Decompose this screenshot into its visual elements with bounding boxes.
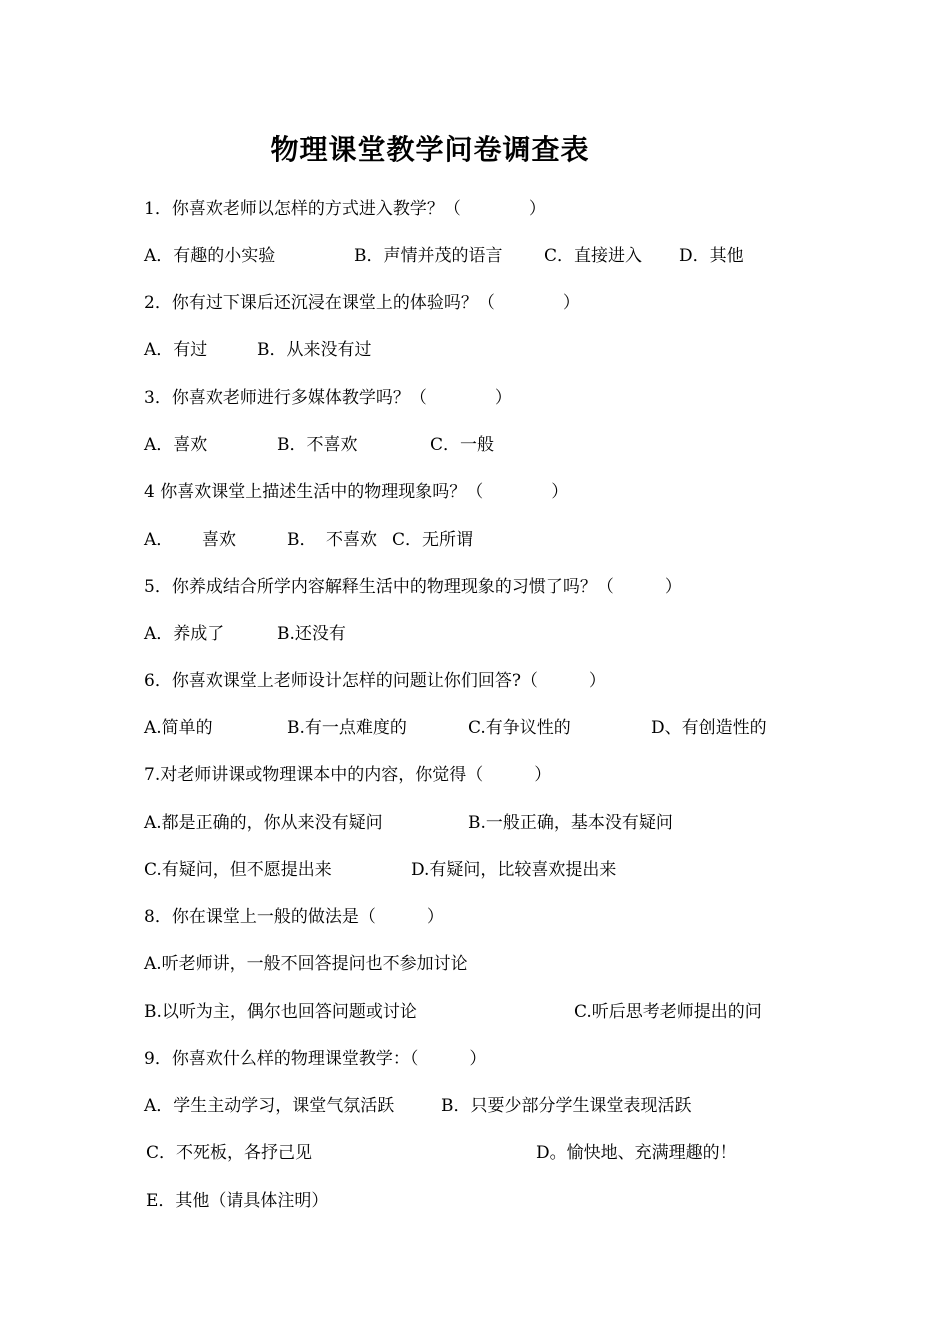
option-c: C．无所谓 bbox=[392, 530, 474, 550]
option-e: E．其他（请具体注明） bbox=[146, 1191, 329, 1211]
option-d: D。愉快地、充满理趣的！ bbox=[536, 1143, 737, 1163]
option-b: B.还没有 bbox=[277, 624, 346, 644]
option-b: B．只要少部分学生课堂表现活跃 bbox=[441, 1096, 692, 1116]
question-1: 1．你喜欢老师以怎样的方式进入教学？（ ） bbox=[144, 199, 546, 219]
option-a: A．养成了 bbox=[144, 624, 225, 644]
option-a: A．有过 bbox=[144, 340, 208, 360]
option-d: D、有创造性的 bbox=[651, 718, 767, 738]
option-c: C．直接进入 bbox=[544, 246, 643, 266]
option-b: B． bbox=[287, 530, 317, 550]
option-c: C.有争议性的 bbox=[468, 718, 571, 738]
question-5: 5．你养成结合所学内容解释生活中的物理现象的习惯了吗？（ ） bbox=[144, 577, 682, 597]
option-b: B．不喜欢 bbox=[277, 435, 358, 455]
question-8-option-a: A.听老师讲，一般不回答提问也不参加讨论 bbox=[144, 954, 468, 974]
option-a: A．有趣的小实验 bbox=[144, 246, 276, 266]
option-a: A．学生主动学习，课堂气氛活跃 bbox=[144, 1096, 395, 1116]
option-c: C.听后思考老师提出的问 bbox=[574, 1002, 762, 1022]
option-c: C．不死板，各抒己见 bbox=[146, 1143, 313, 1163]
option-a: A.都是正确的，你从来没有疑问 bbox=[144, 813, 383, 833]
question-2: 2．你有过下课后还沉浸在课堂上的体验吗？（ ） bbox=[144, 293, 580, 313]
page-title: 物理课堂教学问卷调查表 bbox=[270, 133, 590, 166]
question-7: 7.对老师讲课或物理课本中的内容，你觉得（ ） bbox=[144, 765, 552, 785]
question-6: 6．你喜欢课堂上老师设计怎样的问题让你们回答?（ ） bbox=[144, 671, 606, 691]
question-4: 4 你喜欢课堂上描述生活中的物理现象吗？（ ） bbox=[144, 482, 569, 502]
option-a: A.简单的 bbox=[144, 718, 213, 738]
question-3: 3．你喜欢老师进行多媒体教学吗？（ ） bbox=[144, 388, 512, 408]
option-d: D．其他 bbox=[679, 246, 744, 266]
option-b: B．从来没有过 bbox=[257, 340, 372, 360]
option-d: D.有疑问，比较喜欢提出来 bbox=[411, 860, 617, 880]
option-a: A． bbox=[144, 530, 174, 550]
option-b-text: 不喜欢 bbox=[326, 530, 377, 550]
option-a-text: 喜欢 bbox=[202, 530, 236, 550]
option-c: C．一般 bbox=[430, 435, 495, 455]
option-a: A．喜欢 bbox=[144, 435, 208, 455]
option-b: B.一般正确，基本没有疑问 bbox=[468, 813, 673, 833]
option-b: B.有一点难度的 bbox=[287, 718, 407, 738]
question-9: 9．你喜欢什么样的物理课堂教学：（ ） bbox=[144, 1049, 487, 1069]
option-b: B．声情并茂的语言 bbox=[354, 246, 503, 266]
question-8: 8．你在课堂上一般的做法是（ ） bbox=[144, 907, 444, 927]
option-b: B.以听为主，偶尔也回答问题或讨论 bbox=[144, 1002, 417, 1022]
option-c: C.有疑问，但不愿提出来 bbox=[144, 860, 332, 880]
